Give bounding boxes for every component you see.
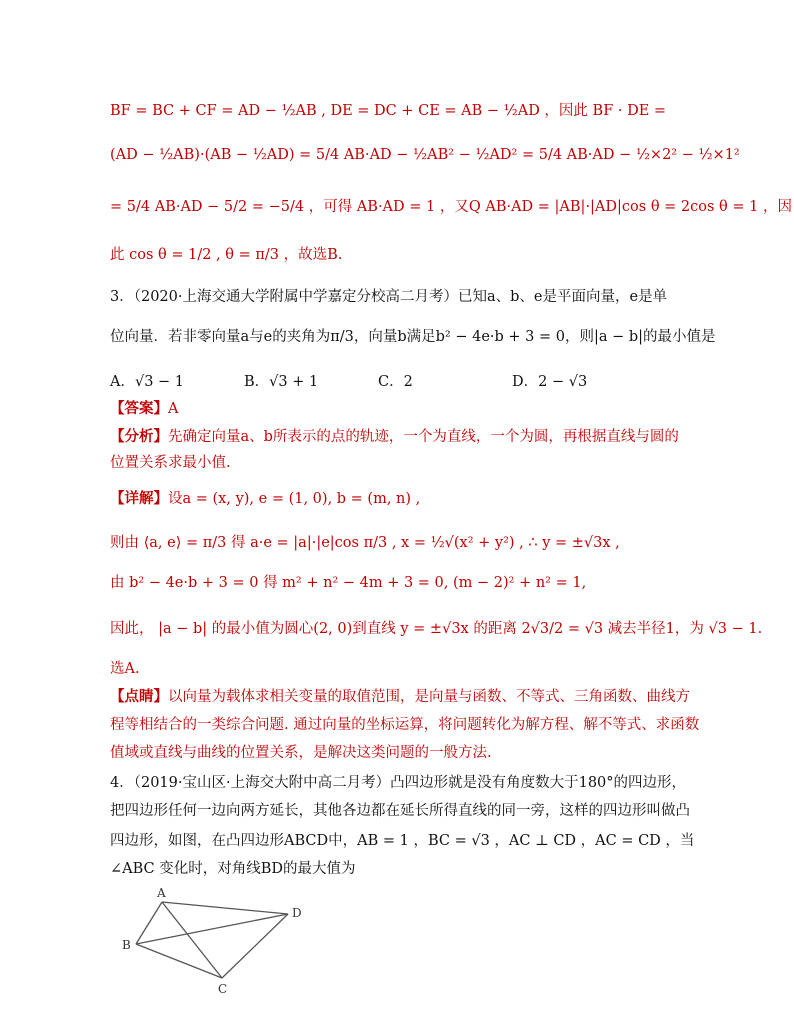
q3-comment-line-1 — [110, 686, 690, 708]
edge-ab — [136, 902, 162, 944]
answer-value: A — [168, 401, 179, 417]
q3-detail-line-4: 因此， |a − b| 的最小值为圆心(2, 0)到直线 y = ±√3x 的距离 2√3/2 = √3 减去半径1，为 √3 − 1. — [110, 621, 763, 637]
prev-solution-line-2: (AD − ½AB)·(AB − ½AD) = 5/4 AB·AD − ½AB² − ½AD² = 5/4 AB·AD − ½×2² − ½×1² — [110, 147, 740, 163]
q3-option-a: A．√3 − 1 — [110, 374, 185, 390]
q4-stem-line-1: 4．（2019·宝山区·上海交大附中高二月考）凸四边形就是没有角度数大于180°的四边形， — [110, 775, 687, 791]
vertex-label-b: B — [122, 938, 131, 952]
detail-text-1: 设a = (x, y), e = (1, 0), b = (m, n) , — [168, 491, 421, 507]
vertex-label-c: C — [218, 982, 228, 996]
q3-comment-line-2: 程等相结合的一类综合问题. 通过向量的坐标运算，将问题转化为解方程、解不等式、求函数 — [110, 717, 700, 733]
vertex-label-a: A — [157, 886, 166, 900]
q3-analysis-line-2: 位置关系求最小值. — [110, 455, 231, 471]
vertex-label-d: D — [292, 906, 302, 920]
q3-analysis-line-1 — [110, 426, 679, 448]
analysis-text-1: 先确定向量a、b所表示的点的轨迹，一个为直线，一个为圆，再根据直线与圆的 — [168, 429, 679, 445]
comment-text-1: 以向量为载体求相关变量的取值范围，是向量与函数、不等式、三角函数、曲线方 — [168, 689, 690, 705]
q3-stem-line-1: 3．（2020·上海交通大学附属中学嘉定分校高二月考）已知a、b、e是平面向量，e是单 — [110, 289, 668, 305]
diagonal-bd — [136, 914, 288, 944]
analysis-tag: 【分析】 — [110, 428, 168, 445]
q3-answer — [110, 398, 178, 420]
prev-solution-line-4: 此 cos θ = 1/2 , θ = π/3 ，故选B. — [110, 247, 343, 263]
prev-solution-line-1: BF = BC + CF = AD − ½AB , DE = DC + CE = AB − ½AD ，因此 BF · DE = — [110, 103, 667, 119]
q4-stem-line-4: ∠ABC 变化时，对角线BD的最大值为 — [110, 861, 356, 877]
q3-stem-line-2: 位向量．若非零向量a与e的夹角为π/3，向量b满足b² − 4e·b + 3 = 0，则|a − b|的最小值是 — [110, 329, 716, 345]
prev-solution-line-3: = 5/4 AB·AD − 5/2 = −5/4 ，可得 AB·AD = 1 ，又Q AB·AD = |AB|·|AD|cos θ = 2cos θ = 1 ，因 — [110, 199, 792, 215]
q3-option-c: C．2 — [378, 374, 413, 390]
q4-stem-line-3: 四边形，如图，在凸四边形ABCD中，AB = 1 ，BC = √3 ，AC ⊥ CD ，AC = CD ，当 — [110, 833, 695, 849]
quadrilateral-figure — [116, 886, 316, 998]
answer-tag: 【答案】 — [110, 400, 168, 417]
q3-option-b: B．√3 + 1 — [244, 374, 319, 390]
q3-detail-line-1 — [110, 488, 420, 510]
edge-ad — [162, 902, 288, 914]
q3-detail-line-5: 选A. — [110, 661, 140, 677]
q3-option-d: D．2 − √3 — [512, 374, 588, 390]
q3-detail-line-3: 由 b² − 4e·b + 3 = 0 得 m² + n² − 4m + 3 = 0, (m − 2)² + n² = 1, — [110, 575, 587, 591]
q3-comment-line-3: 值域或直线与曲线的位置关系，是解决这类问题的一般方法. — [110, 745, 492, 761]
q4-stem-line-2: 把四边形任何一边向两方延长，其他各边都在延长所得直线的同一旁，这样的四边形叫做凸 — [110, 803, 690, 819]
comment-tag: 【点睛】 — [110, 688, 168, 705]
edge-cd — [222, 914, 288, 978]
q3-detail-line-2: 则由 ⟨a, e⟩ = π/3 得 a·e = |a|·|e|cos π/3 , x = ½√(x² + y²) , ∴ y = ±√3x , — [110, 535, 620, 551]
detail-tag: 【详解】 — [110, 490, 168, 507]
